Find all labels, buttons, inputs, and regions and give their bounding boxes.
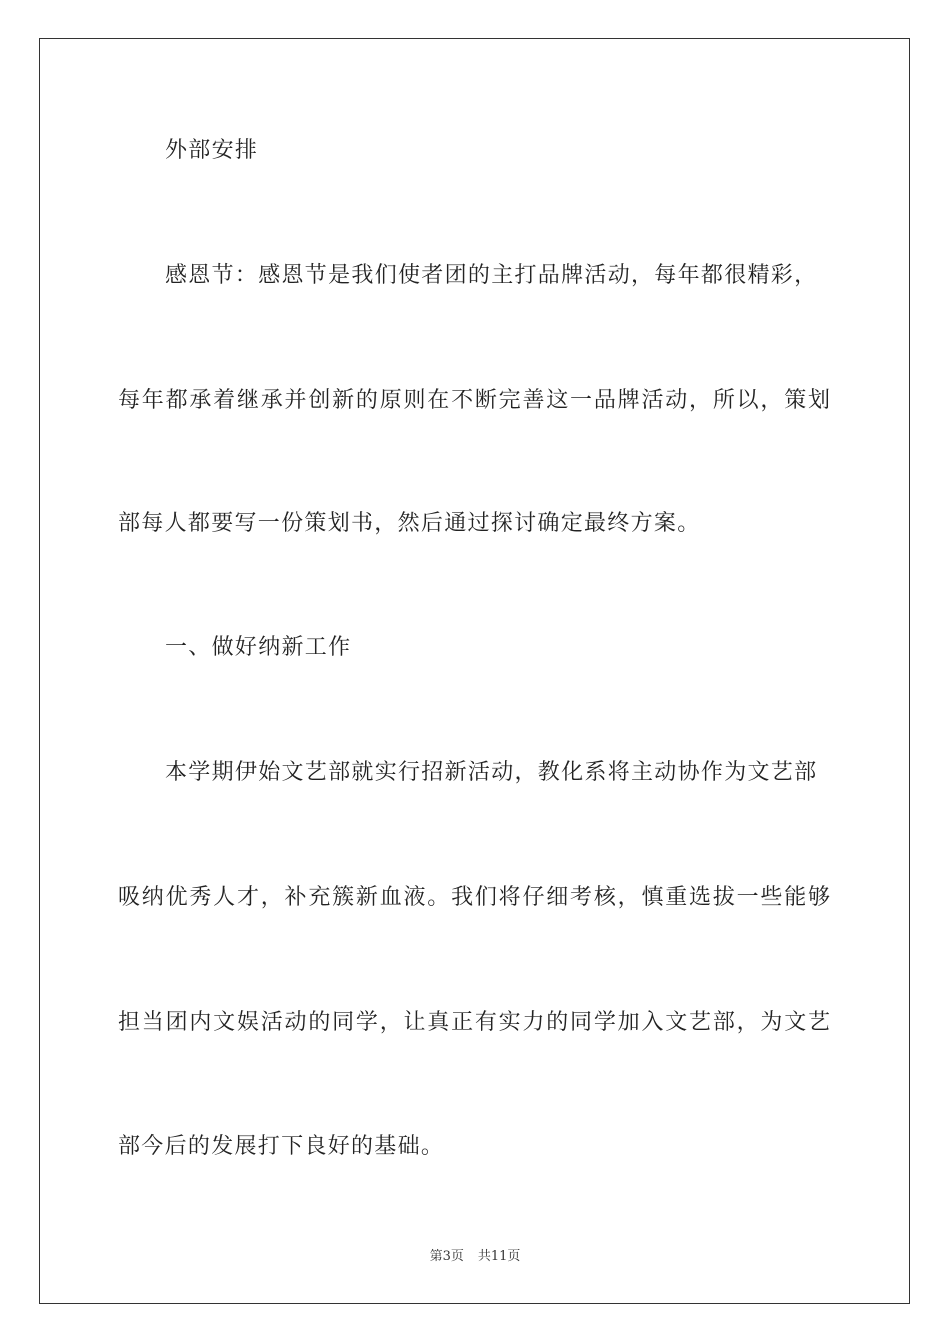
- page-number: 第3页: [429, 1249, 464, 1264]
- paragraph-recruitment-line-2: 吸纳优秀人才，补充簇新血液。我们将仔细考核，慎重选拔一些能够: [118, 885, 830, 910]
- heading-external-arrangement: 外部安排: [165, 138, 259, 163]
- heading-recruitment: 一、做好纳新工作: [165, 635, 352, 660]
- paragraph-recruitment-line-3: 担当团内文娱活动的同学，让真正有实力的同学加入文艺部，为文艺: [118, 1010, 830, 1035]
- paragraph-recruitment-line-1: 本学期伊始文艺部就实行招新活动，教化系将主动协作为文艺部: [165, 760, 818, 785]
- page-border: [39, 38, 910, 1304]
- page-total: 共11页: [477, 1249, 521, 1264]
- paragraph-thanksgiving-line-2: 每年都承着继承并创新的原则在不断完善这一品牌活动，所以，策划: [118, 388, 830, 413]
- paragraph-recruitment-line-4: 部今后的发展打下良好的基础。: [118, 1134, 445, 1159]
- page-footer: [0, 1248, 950, 1266]
- paragraph-thanksgiving-line-1: 感恩节：感恩节是我们使者团的主打品牌活动，每年都很精彩，: [165, 263, 818, 288]
- paragraph-thanksgiving-line-3: 部每人都要写一份策划书，然后通过探讨确定最终方案。: [118, 511, 701, 536]
